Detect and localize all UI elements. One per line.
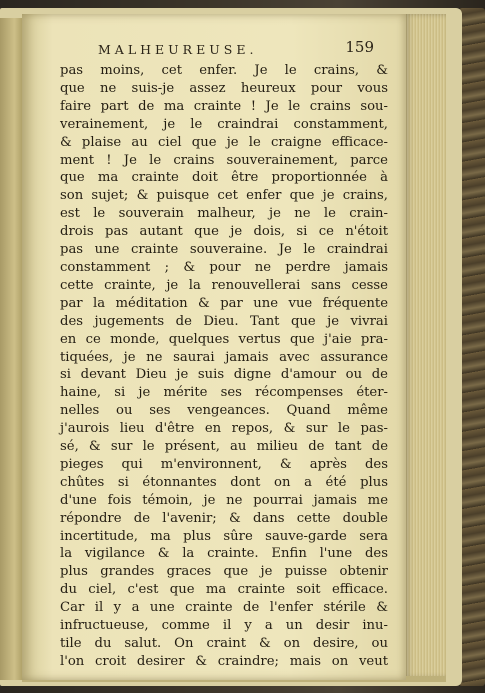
text-line: & plaise au ciel que je le craigne efficace-	[60, 134, 388, 150]
page-number: 159	[345, 38, 374, 56]
text-line: ment ! Je le crains souverainement, parce	[60, 152, 388, 168]
body-text	[60, 62, 388, 671]
text-line: Car il y a une crainte de l'enfer stérile &	[60, 600, 388, 616]
text-line: tile du salut. On craint & on desire, ou	[60, 636, 388, 651]
text-line: haine, si je mérite ses récompenses éter-	[60, 385, 388, 401]
page-header	[70, 36, 386, 60]
text-line: nelles ou ses vengeances. Quand même	[60, 403, 388, 419]
text-line: verainement, je le craindrai constamment,	[60, 116, 388, 132]
text-line: pas moins, cet enfer. Je le crains, &	[60, 63, 388, 78]
text-line: pas une crainte souveraine. Je le craindrai	[60, 242, 388, 258]
text-line: si devant Dieu je suis digne d'amour ou de	[60, 367, 388, 383]
text-line: par la méditation & par une vue fréquente	[60, 295, 388, 311]
text-line: chûtes si étonnantes dont on a été plus	[60, 474, 388, 490]
text-line: d'une fois témoin, je ne pourrai jamais me	[60, 492, 388, 508]
text-line: faire part de ma crainte ! Je le crains sou-	[60, 98, 388, 114]
running-title: MALHEUREUSE.	[98, 42, 258, 57]
text-line: la vigilance & la crainte. Enfin l'une des	[60, 546, 388, 562]
book-spine-edge	[459, 8, 485, 686]
text-line: constamment ; & pour ne perdre jamais	[60, 259, 388, 275]
text-line: que ma crainte doit être proportionnée à	[60, 170, 388, 186]
text-line: plus grandes graces que je puisse obtenir	[60, 564, 388, 580]
text-line: son sujet; & puisque cet enfer que je crains,	[60, 188, 388, 204]
text-line: drois pas autant que je dois, si ce n'étoit	[60, 224, 388, 240]
text-line: des jugements de Dieu. Tant que je vivrai	[60, 313, 388, 329]
page-edges	[404, 14, 446, 678]
text-line: répondre de l'avenir; & dans cette double	[60, 510, 388, 526]
text-line: tiquées, je ne saurai jamais avec assurance	[60, 349, 388, 365]
text-line: j'aurois lieu d'être en repos, & sur le pas-	[60, 421, 388, 437]
text-line: cette crainte, je la renouvellerai sans cesse	[60, 277, 388, 293]
text-line: incertitude, ma plus sûre sauve-garde sera	[60, 528, 388, 544]
text-line: que ne suis-je assez heureux pour vous	[60, 80, 388, 96]
text-line: du ciel, c'est que ma crainte soit efficace.	[60, 582, 388, 598]
text-line: l'on croit desirer & craindre; mais on veut	[60, 653, 388, 669]
text-line: sé, & sur le présent, au milieu de tant de	[60, 439, 388, 455]
text-line: infructueuse, comme il y a un desir inu-	[60, 618, 388, 634]
text-line: pieges qui m'environnent, & après des	[60, 456, 388, 472]
left-page-sliver	[0, 18, 24, 680]
text-line: est le souverain malheur, je ne le crain-	[60, 206, 388, 222]
text-line: en ce monde, quelques vertus que j'aie pra-	[60, 331, 388, 347]
